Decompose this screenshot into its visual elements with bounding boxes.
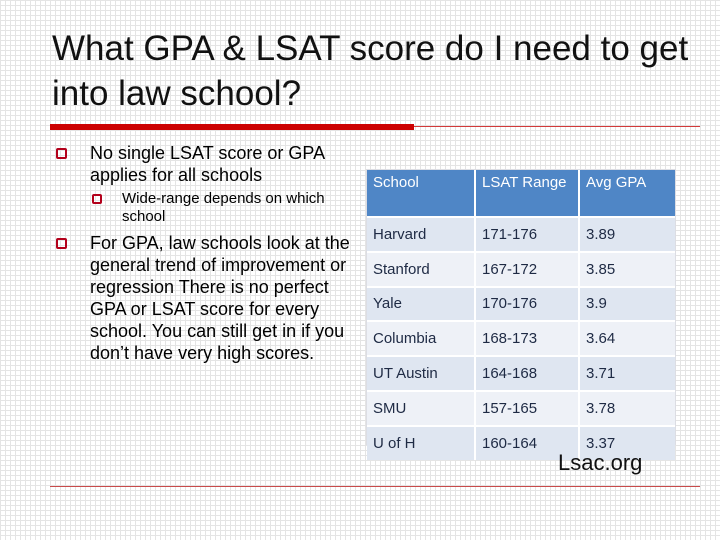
school-cell: U of H [367, 426, 475, 460]
bullet-text: For GPA, law schools look at the general trend of improvement or regression There is no perfect GPA or LSAT score for every school. You can still get in if you don’t have very high scores. [90, 233, 350, 363]
bullet-list [52, 142, 362, 368]
table-row [367, 391, 675, 426]
school-cell: Columbia [367, 321, 475, 356]
gpa-cell: 3.9 [579, 287, 675, 322]
gpa-cell: 3.71 [579, 356, 675, 391]
column-header-lsat-range: LSAT Range [475, 170, 579, 217]
law-school-table [366, 169, 676, 452]
square-bullet-icon [56, 148, 67, 159]
lsat-cell: 168-173 [475, 321, 579, 356]
bullet-text: No single LSAT score or GPA applies for all schools [90, 143, 325, 185]
square-bullet-icon [92, 194, 102, 204]
gpa-cell: 3.37 [579, 426, 675, 460]
lsat-cell: 170-176 [475, 287, 579, 322]
school-cell: UT Austin [367, 356, 475, 391]
lsat-cell: 160-164 [475, 426, 579, 460]
table-row [367, 321, 675, 356]
gpa-cell: 3.64 [579, 321, 675, 356]
lsat-cell: 164-168 [475, 356, 579, 391]
bullet-item [52, 232, 362, 364]
footer-divider [50, 486, 700, 487]
school-cell: Yale [367, 287, 475, 322]
table-row [367, 356, 675, 391]
sub-bullet-item [52, 190, 362, 226]
lsat-cell: 167-172 [475, 252, 579, 287]
table-row [367, 287, 675, 322]
school-cell: SMU [367, 391, 475, 426]
column-header-avg-gpa: Avg GPA [579, 170, 675, 217]
school-cell: Harvard [367, 217, 475, 252]
source-label: Lsac.org [558, 450, 643, 475]
bullet-item [52, 142, 362, 186]
table-row [367, 217, 675, 252]
column-header-school: School [367, 170, 475, 217]
gpa-cell: 3.85 [579, 252, 675, 287]
sub-bullet-text: Wide-range depends on which school [122, 190, 325, 225]
lsat-cell: 171-176 [475, 217, 579, 252]
lsat-cell: 157-165 [475, 391, 579, 426]
slide-title: What GPA & LSAT score do I need to get into law school? [52, 29, 689, 113]
table-row [367, 252, 675, 287]
school-cell: Stanford [367, 252, 475, 287]
gpa-cell: 3.78 [579, 391, 675, 426]
table-header-row [367, 170, 675, 217]
square-bullet-icon [56, 238, 67, 249]
title-accent-bar [50, 124, 414, 130]
gpa-cell: 3.89 [579, 217, 675, 252]
